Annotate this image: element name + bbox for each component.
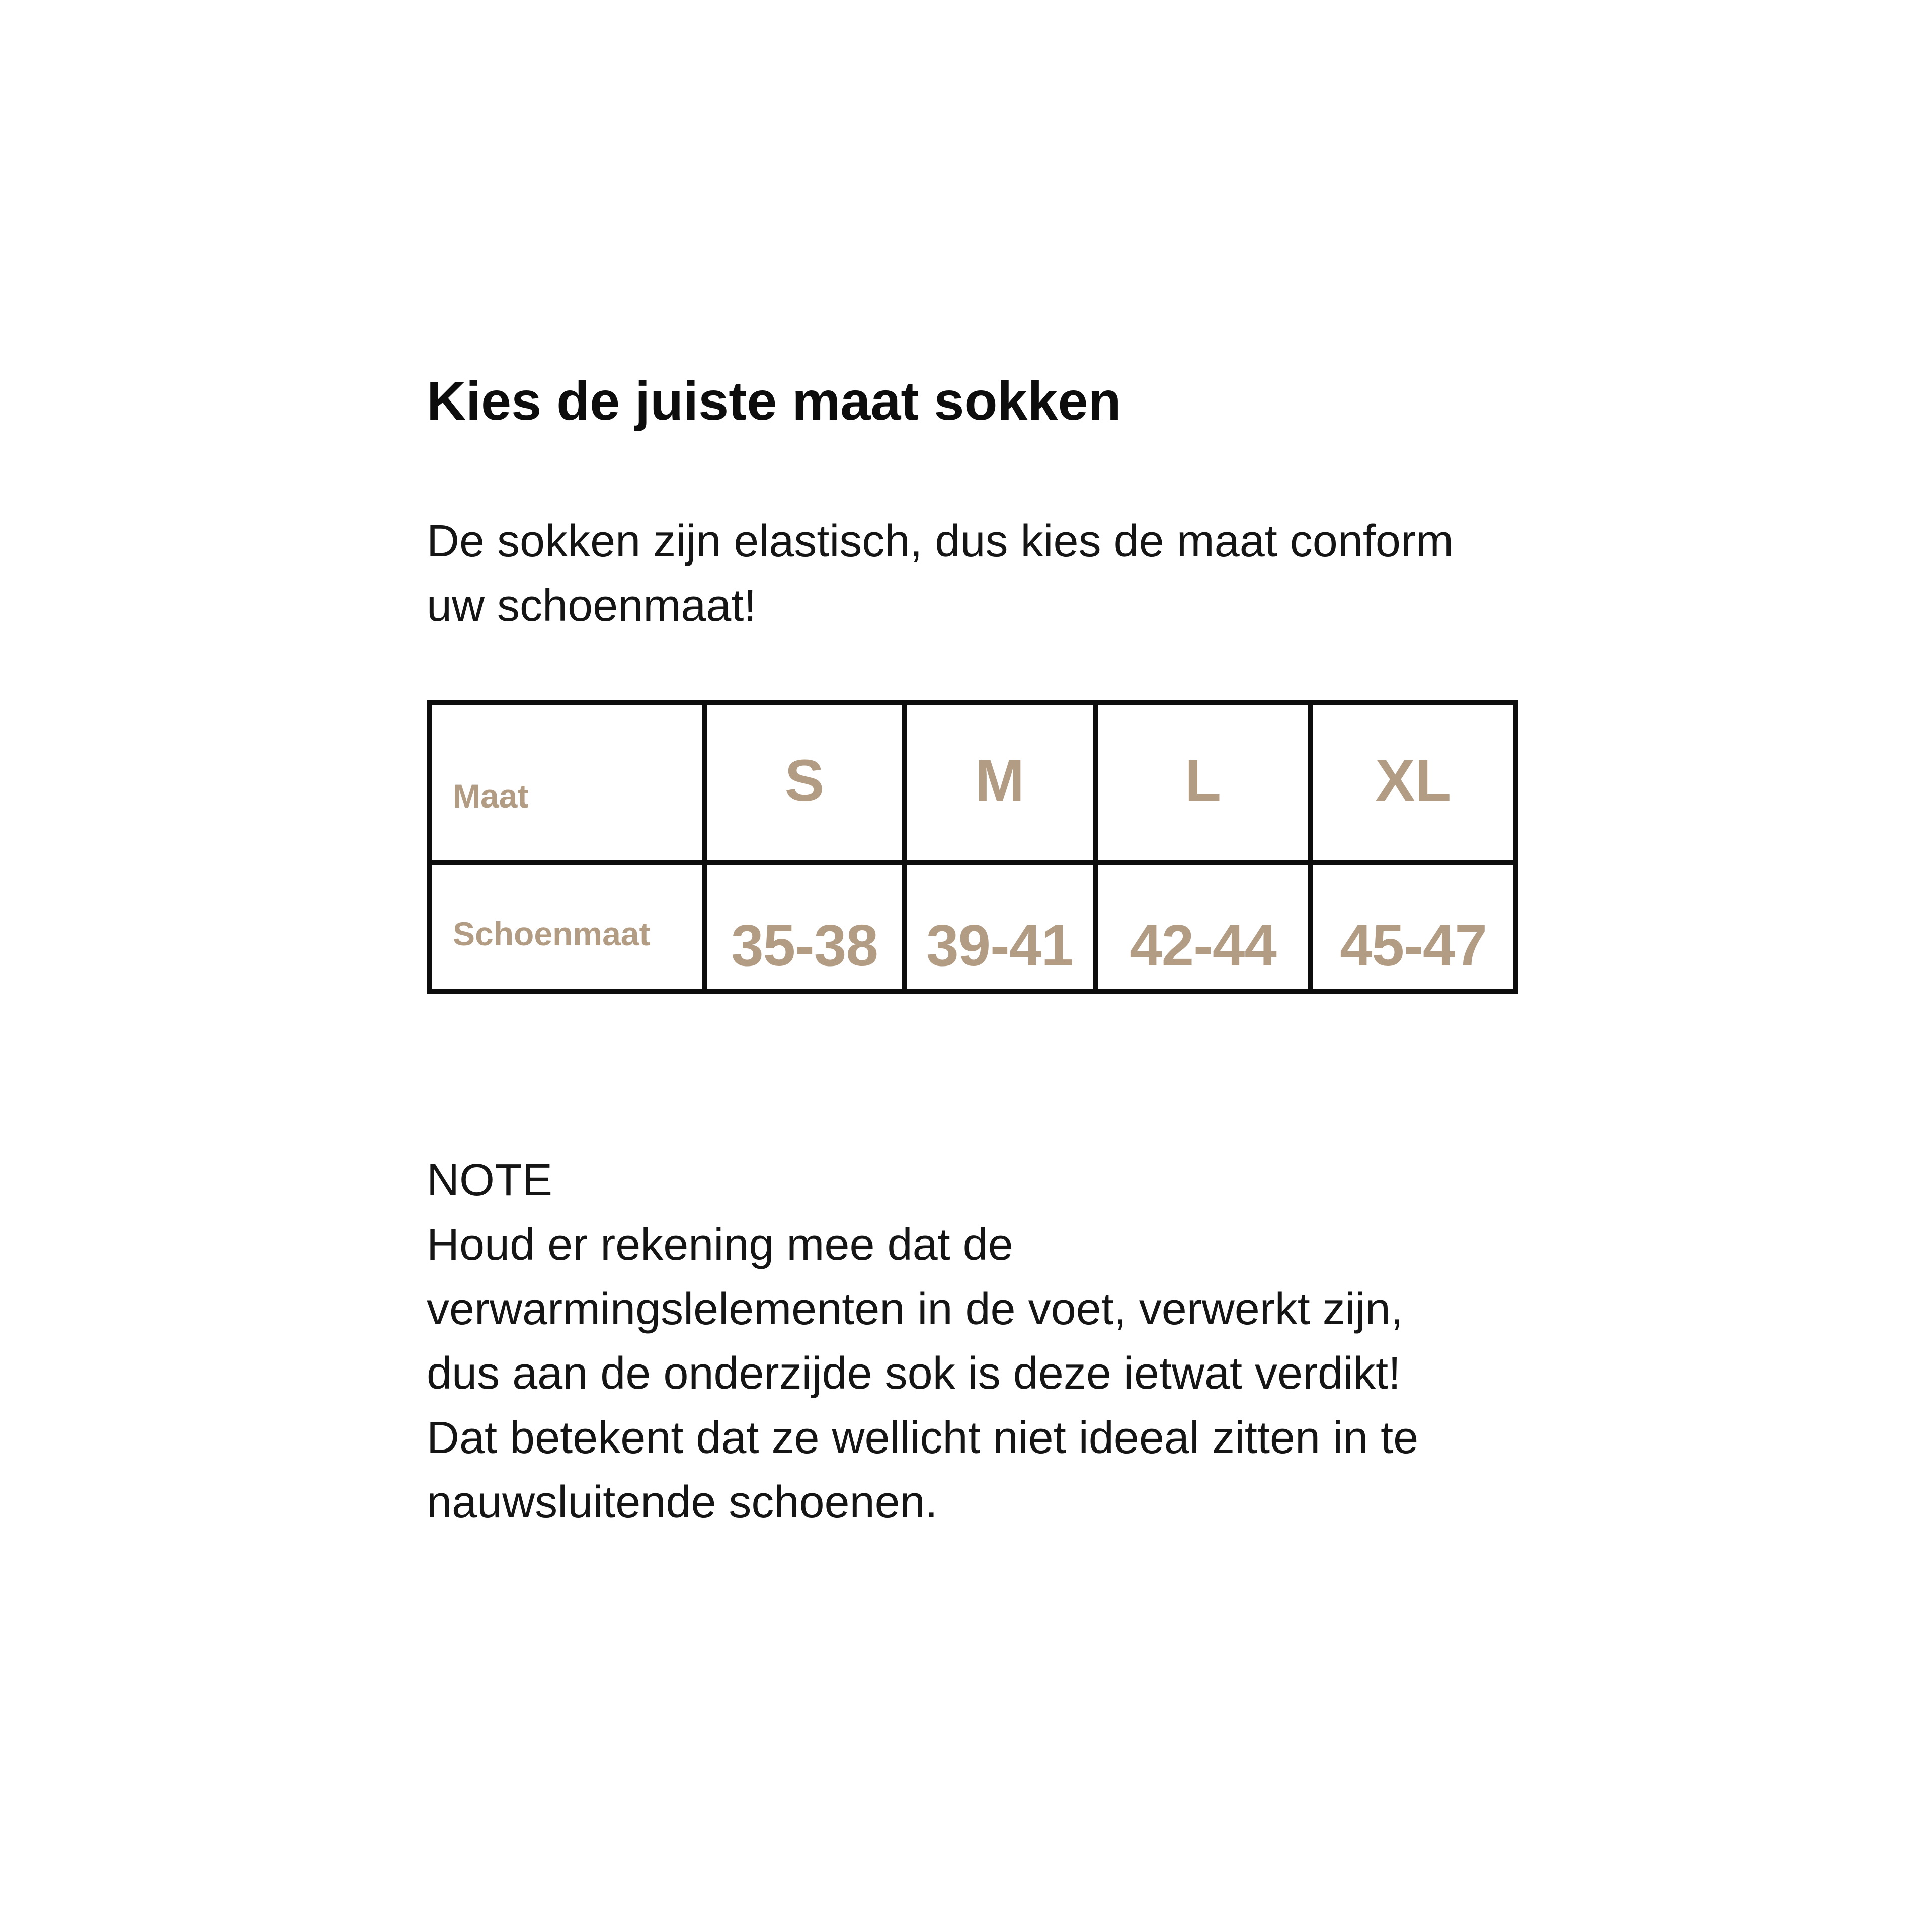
intro-paragraph [427, 509, 1584, 638]
note-line: dus aan de onderzijde sok is deze ietwat verdikt! [427, 1348, 1401, 1399]
size-xl: XL [1311, 703, 1516, 863]
note-line: Houd er rekening mee dat de [427, 1220, 1013, 1270]
size-l: L [1095, 703, 1311, 863]
intro-line: uw schoenmaat! [427, 581, 757, 631]
page-title: Kies de juiste maat sokken [427, 370, 1121, 431]
note-line: nauwsluitende schoenen. [427, 1477, 938, 1527]
maat-label: Maat [429, 703, 705, 863]
intro-line: De sokken zijn elastisch, dus kies de maat conform [427, 516, 1454, 567]
note-line: verwarmingslelementen in de voet, verwerkt zijn, [427, 1284, 1403, 1334]
note-line: Dat betekent dat ze wellicht niet ideeal zitten in te [427, 1413, 1419, 1463]
shoe-size-m: 39-41 [904, 863, 1095, 992]
size-table [427, 700, 1518, 994]
table-row-maat [429, 703, 1516, 863]
shoe-size-s: 35-38 [705, 863, 904, 992]
size-s: S [705, 703, 904, 863]
note-heading: NOTE [427, 1155, 553, 1205]
table-row-schoenmaat [429, 863, 1516, 992]
schoenmaat-label: Schoenmaat [429, 863, 705, 992]
shoe-size-l: 42-44 [1095, 863, 1311, 992]
note-paragraph [427, 1148, 1594, 1535]
shoe-size-xl: 45-47 [1311, 863, 1516, 992]
size-m: M [904, 703, 1095, 863]
